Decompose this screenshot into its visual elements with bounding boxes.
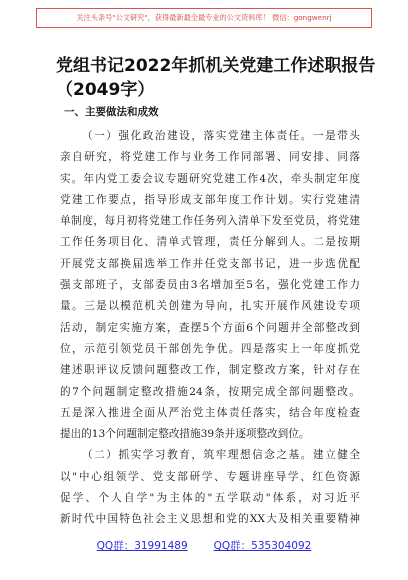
document-title-line1: 党组书记2022年抓机关党建工作述职报告 bbox=[56, 56, 376, 76]
text-line: 量。三是以模范机关创建为导向，扎实开展作风建设专项 bbox=[60, 300, 360, 313]
section-heading: 一、主要做法和成效 bbox=[64, 106, 159, 118]
text-line: 实。年内党工委会议专题研究党建工作4次，牵头制定年度 bbox=[60, 172, 360, 185]
promo-banner-text: 关注头条号"公文研究"，获得最新最全最专业的公文资料库！ 微信：gongwenrj bbox=[76, 13, 332, 22]
document-title bbox=[56, 54, 376, 102]
text-line: 五是深入推进全面从严治党主体责任落实，结合年度检查 bbox=[60, 406, 360, 419]
qq-group-2-link[interactable]: QQ群：535304092 bbox=[213, 540, 312, 552]
text-line: 开展党支部换届选举工作并任党支部书记，进一步选优配 bbox=[60, 257, 360, 270]
text-line: （一）强化政治建设，落实党建主体责任。一是带头 bbox=[82, 130, 360, 142]
text-line: 位，示范引领党员干部创先争优。四是落实上一年度抓党 bbox=[60, 342, 360, 355]
text-line: 强支部班子，支部委员由3名增加至5名，强化党建工作力 bbox=[60, 279, 360, 292]
text-line: 亲自研究，将党建工作与业务工作同部署、同安排、同落 bbox=[60, 151, 360, 164]
text-line: 新时代中国特色社会主义思想和党的XX大及相关重要精神 bbox=[60, 513, 360, 526]
text-line: 单制度，每月初将党建工作任务列入清单下发至党员，将党建 bbox=[60, 215, 360, 228]
document-title-line2: （2049字） bbox=[56, 80, 155, 100]
text-line: 建述职评议反馈问题整改工作，制定整改方案，针对存在 bbox=[60, 364, 360, 377]
text-line: 以"中心组领学、党支部研学、专题讲座导学、红色资源 bbox=[60, 470, 360, 483]
text-line: 活动，制定实施方案，查摆5个方面6个问题并全部整改到 bbox=[60, 321, 360, 334]
text-line: 促学、个人自学"为主体的"五学联动"体系，对习近平 bbox=[60, 492, 360, 505]
paragraph-1 bbox=[60, 126, 360, 445]
qq-group-1-link[interactable]: QQ群：31991489 bbox=[96, 540, 188, 552]
promo-banner bbox=[36, 8, 372, 28]
document-body bbox=[60, 126, 360, 531]
text-line: 党建工作要点，指导形成支部年度工作计划。实行党建清 bbox=[60, 193, 360, 206]
text-line: 的7个问题制定整改措施24条，按期完成全部问题整改。 bbox=[60, 385, 360, 398]
text-line: 工作任务项目化、清单式管理，责任分解到人。二是按期 bbox=[60, 236, 360, 249]
footer-contacts bbox=[0, 538, 408, 553]
paragraph-2 bbox=[60, 445, 360, 530]
text-line: （二）抓实学习教育，筑牢理想信念之基。建立健全 bbox=[82, 449, 360, 462]
text-line: 提出的13个问题制定整改措施39条并逐项整改到位。 bbox=[60, 428, 310, 441]
